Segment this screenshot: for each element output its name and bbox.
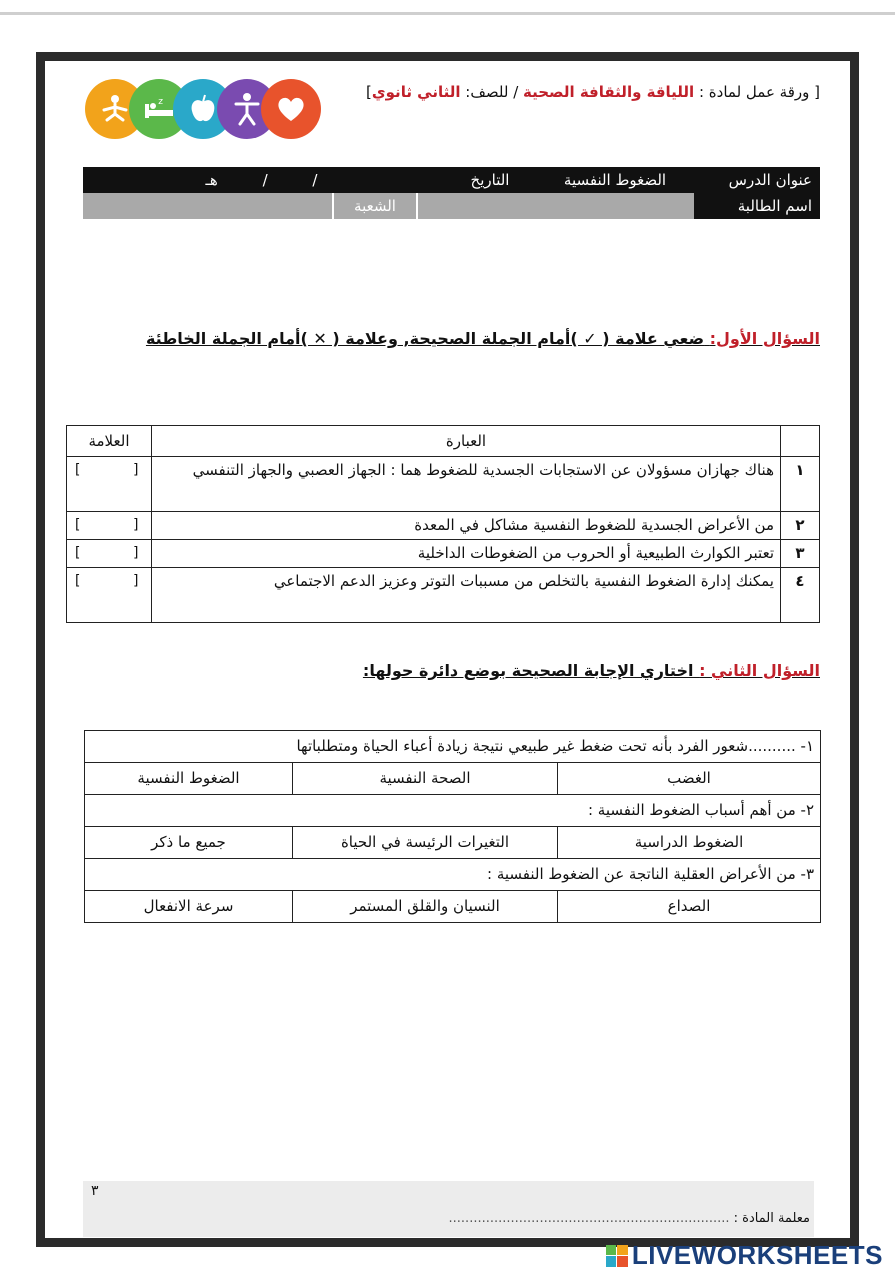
brand-name: LIVEWORKSHEETS — [631, 1240, 883, 1270]
option[interactable]: الضغوط الدراسية — [558, 827, 821, 859]
liveworksheets-logo-icon — [606, 1245, 628, 1267]
liveworksheets-brand[interactable] — [606, 1240, 883, 1271]
table-row: ١ هناك جهازان مسؤولان عن الاستجابات الجسدية للضغوط هما : الجهاز العصبي والجهاز التنفسي [ ] — [67, 457, 820, 512]
top-divider — [0, 12, 895, 15]
teacher-line: معلمة المادة : .................................................................... — [448, 1211, 810, 1226]
student-name-field[interactable] — [418, 193, 694, 219]
section-field[interactable] — [83, 193, 332, 219]
question-row: ٣- من الأعراض العقلية الناتجة عن الضغوط النفسية : — [85, 859, 821, 891]
options-row — [85, 827, 821, 859]
health-logo — [85, 75, 320, 145]
worksheet-header: [ ورقة عمل لمادة : اللياقة والثقافة الصحية / للصف: الثاني ثانوي] — [366, 83, 820, 101]
options-row — [85, 891, 821, 923]
answer-mark[interactable]: [ ] — [67, 568, 152, 623]
table-row: ٢ من الأعراض الجسدية للضغوط النفسية مشاكل في المعدة [ ] — [67, 512, 820, 540]
option[interactable]: جميع ما ذكر — [85, 827, 293, 859]
question-one-title: السؤال الأول: ضعي علامة ( ✓ )أمام الجملة الصحيحة, وعلامة ( ✕ )أمام الجملة الخاطئة — [145, 329, 820, 348]
lesson-label: عنوان الدرس — [690, 167, 820, 193]
option[interactable]: سرعة الانفعال — [85, 891, 293, 923]
option[interactable]: الصداع — [558, 891, 821, 923]
answer-mark[interactable]: [ ] — [67, 457, 152, 512]
option[interactable]: الصحة النفسية — [293, 763, 558, 795]
option[interactable]: النسيان والقلق المستمر — [293, 891, 558, 923]
table-row: ٣ تعتبر الكوارث الطبيعية أو الحروب من الضغوطات الداخلية [ ] — [67, 540, 820, 568]
answer-mark[interactable]: [ ] — [67, 512, 152, 540]
option[interactable]: التغيرات الرئيسة في الحياة — [293, 827, 558, 859]
lesson-value: الضغوط النفسية — [540, 167, 690, 193]
question-row: ٢- من أهم أسباب الضغوط النفسية : — [85, 795, 821, 827]
worksheet-frame — [36, 52, 859, 1247]
option[interactable]: الضغوط النفسية — [85, 763, 293, 795]
svg-text:z: z — [158, 97, 163, 107]
section-label: الشعبة — [332, 193, 418, 219]
date-label: التاريخ — [440, 167, 540, 193]
answer-mark[interactable]: [ ] — [67, 540, 152, 568]
question-row: ١- ..........شعور الفرد بأنه تحت ضغط غير طبيعي نتيجة زيادة أعباء الحياة ومتطلباتها — [85, 731, 821, 763]
worksheet-footer — [83, 1181, 814, 1237]
statement-header: العبارة — [152, 426, 781, 457]
student-info-row — [83, 193, 820, 219]
true-false-table — [66, 425, 820, 623]
option[interactable]: الغضب — [558, 763, 821, 795]
options-row — [85, 763, 821, 795]
date-value: / / هـ — [83, 167, 440, 193]
mark-header: العلامة — [67, 426, 152, 457]
page-number: ٣ — [91, 1183, 99, 1199]
heart-icon — [261, 79, 321, 139]
student-label: اسم الطالبة — [694, 193, 820, 219]
question-two-title: السؤال الثاني : اختاري الإجابة الصحيحة بوضع دائرة حولها: — [362, 661, 820, 680]
table-row: ٤ يمكنك إدارة الضغوط النفسية بالتخلص من مسببات التوتر وعزيز الدعم الاجتماعي [ ] — [67, 568, 820, 623]
table-header — [67, 426, 820, 457]
multiple-choice-table — [84, 730, 821, 923]
lesson-info-row — [83, 167, 820, 193]
